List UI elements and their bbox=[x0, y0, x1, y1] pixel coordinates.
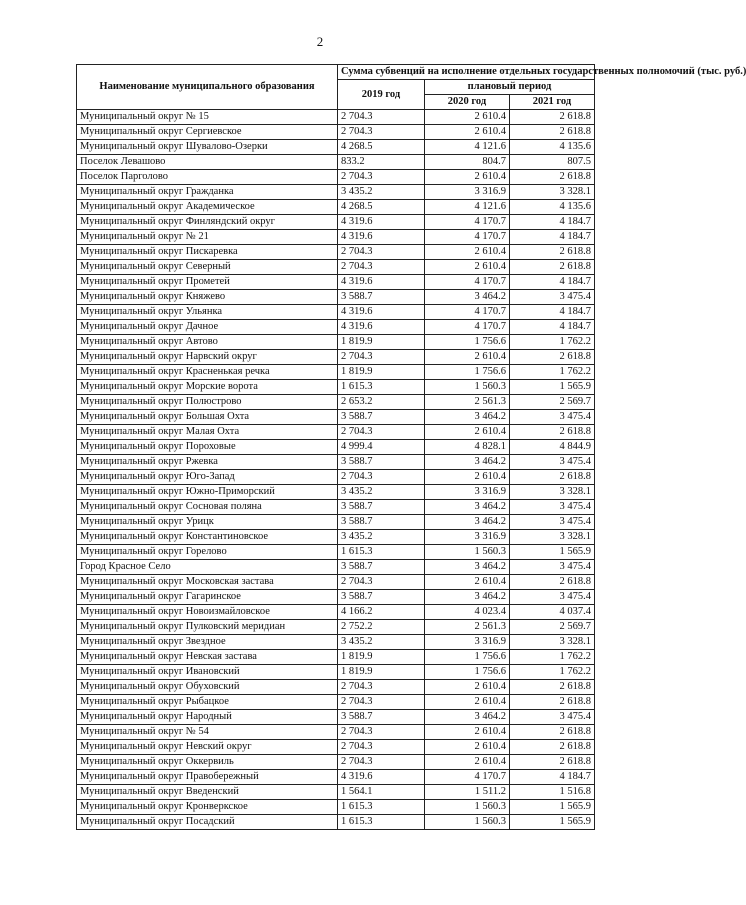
header-name-column: Наименование муниципального образования bbox=[77, 65, 338, 110]
value-2019-cell: 2 704.3 bbox=[338, 740, 425, 755]
value-2020-cell: 2 610.4 bbox=[425, 725, 510, 740]
table-row bbox=[77, 395, 595, 410]
value-2020-cell: 4 170.7 bbox=[425, 215, 510, 230]
municipality-name-cell: Муниципальный округ Гагаринское bbox=[77, 590, 338, 605]
value-2019-cell: 1 564.1 bbox=[338, 785, 425, 800]
value-2020-cell: 2 610.4 bbox=[425, 170, 510, 185]
value-2021-cell: 4 184.7 bbox=[510, 770, 595, 785]
value-2019-cell: 2 704.3 bbox=[338, 470, 425, 485]
value-2020-cell: 1 756.6 bbox=[425, 650, 510, 665]
value-2020-cell: 2 610.4 bbox=[425, 245, 510, 260]
table-row bbox=[77, 185, 595, 200]
table-row bbox=[77, 485, 595, 500]
value-2020-cell: 3 464.2 bbox=[425, 410, 510, 425]
value-2021-cell: 3 475.4 bbox=[510, 455, 595, 470]
municipality-name-cell: Муниципальный округ Оккервиль bbox=[77, 755, 338, 770]
municipality-name-cell: Муниципальный округ Малая Охта bbox=[77, 425, 338, 440]
municipality-name-cell: Муниципальный округ Пороховые bbox=[77, 440, 338, 455]
value-2020-cell: 3 464.2 bbox=[425, 500, 510, 515]
value-2019-cell: 3 435.2 bbox=[338, 485, 425, 500]
value-2020-cell: 2 610.4 bbox=[425, 350, 510, 365]
value-2019-cell: 2 704.3 bbox=[338, 125, 425, 140]
value-2020-cell: 2 610.4 bbox=[425, 695, 510, 710]
municipality-name-cell: Муниципальный округ Нарвский округ bbox=[77, 350, 338, 365]
value-2020-cell: 1 756.6 bbox=[425, 365, 510, 380]
municipality-name-cell: Муниципальный округ Ржевка bbox=[77, 455, 338, 470]
value-2019-cell: 3 588.7 bbox=[338, 500, 425, 515]
municipality-name-cell: Муниципальный округ Гражданка bbox=[77, 185, 338, 200]
table-row bbox=[77, 110, 595, 125]
value-2020-cell: 3 464.2 bbox=[425, 455, 510, 470]
table-row bbox=[77, 725, 595, 740]
value-2019-cell: 2 704.3 bbox=[338, 350, 425, 365]
value-2020-cell: 3 464.2 bbox=[425, 590, 510, 605]
value-2020-cell: 2 610.4 bbox=[425, 575, 510, 590]
table-header bbox=[77, 65, 746, 110]
value-2020-cell: 1 560.3 bbox=[425, 545, 510, 560]
table-row bbox=[77, 260, 595, 275]
table-row bbox=[77, 800, 595, 815]
value-2021-cell: 2 618.8 bbox=[510, 245, 595, 260]
value-2020-cell: 4 170.7 bbox=[425, 305, 510, 320]
municipality-name-cell: Муниципальный округ Сергиевское bbox=[77, 125, 338, 140]
value-2021-cell: 1 565.9 bbox=[510, 380, 595, 395]
value-2019-cell: 4 319.6 bbox=[338, 215, 425, 230]
municipality-name-cell: Муниципальный округ Московская застава bbox=[77, 575, 338, 590]
table-row bbox=[77, 455, 595, 470]
header-year-2021: 2021 год bbox=[510, 95, 595, 110]
value-2019-cell: 3 588.7 bbox=[338, 590, 425, 605]
value-2020-cell: 2 561.3 bbox=[425, 620, 510, 635]
municipality-name-cell: Муниципальный округ Невский округ bbox=[77, 740, 338, 755]
value-2020-cell: 2 610.4 bbox=[425, 110, 510, 125]
value-2021-cell: 2 618.8 bbox=[510, 170, 595, 185]
value-2020-cell: 4 170.7 bbox=[425, 275, 510, 290]
value-2019-cell: 2 653.2 bbox=[338, 395, 425, 410]
table-row bbox=[77, 125, 595, 140]
municipality-name-cell: Муниципальный округ Морские ворота bbox=[77, 380, 338, 395]
value-2021-cell: 3 328.1 bbox=[510, 485, 595, 500]
table-row bbox=[77, 140, 595, 155]
value-2019-cell: 2 704.3 bbox=[338, 680, 425, 695]
value-2020-cell: 3 464.2 bbox=[425, 560, 510, 575]
value-2019-cell: 3 435.2 bbox=[338, 635, 425, 650]
table-row bbox=[77, 365, 595, 380]
value-2021-cell: 4 135.6 bbox=[510, 140, 595, 155]
municipality-name-cell: Муниципальный округ Обуховский bbox=[77, 680, 338, 695]
value-2019-cell: 2 704.3 bbox=[338, 260, 425, 275]
value-2021-cell: 4 184.7 bbox=[510, 305, 595, 320]
value-2020-cell: 2 610.4 bbox=[425, 470, 510, 485]
table-row bbox=[77, 500, 595, 515]
table-row bbox=[77, 425, 595, 440]
value-2020-cell: 3 316.9 bbox=[425, 635, 510, 650]
table-body bbox=[77, 110, 595, 830]
table-row bbox=[77, 470, 595, 485]
value-2019-cell: 4 319.6 bbox=[338, 230, 425, 245]
municipality-name-cell: Муниципальный округ Прометей bbox=[77, 275, 338, 290]
value-2019-cell: 1 819.9 bbox=[338, 365, 425, 380]
value-2021-cell: 2 618.8 bbox=[510, 125, 595, 140]
municipality-name-cell: Город Красное Село bbox=[77, 560, 338, 575]
value-2020-cell: 3 464.2 bbox=[425, 515, 510, 530]
value-2019-cell: 1 615.3 bbox=[338, 545, 425, 560]
table-row bbox=[77, 230, 595, 245]
table-row bbox=[77, 755, 595, 770]
table-row bbox=[77, 530, 595, 545]
value-2020-cell: 4 121.6 bbox=[425, 200, 510, 215]
value-2021-cell: 2 618.8 bbox=[510, 755, 595, 770]
value-2021-cell: 1 762.2 bbox=[510, 365, 595, 380]
value-2021-cell: 3 328.1 bbox=[510, 530, 595, 545]
value-2019-cell: 833.2 bbox=[338, 155, 425, 170]
value-2019-cell: 2 704.3 bbox=[338, 245, 425, 260]
table-row bbox=[77, 680, 595, 695]
value-2021-cell: 4 184.7 bbox=[510, 230, 595, 245]
value-2019-cell: 3 435.2 bbox=[338, 185, 425, 200]
value-2021-cell: 1 516.8 bbox=[510, 785, 595, 800]
table-row bbox=[77, 290, 595, 305]
value-2019-cell: 2 704.3 bbox=[338, 575, 425, 590]
table-row bbox=[77, 305, 595, 320]
value-2021-cell: 2 569.7 bbox=[510, 620, 595, 635]
table-row bbox=[77, 440, 595, 455]
value-2019-cell: 2 704.3 bbox=[338, 170, 425, 185]
value-2021-cell: 3 328.1 bbox=[510, 635, 595, 650]
municipality-name-cell: Муниципальный округ Народный bbox=[77, 710, 338, 725]
value-2020-cell: 4 170.7 bbox=[425, 320, 510, 335]
value-2020-cell: 1 560.3 bbox=[425, 800, 510, 815]
value-2020-cell: 1 756.6 bbox=[425, 665, 510, 680]
value-2019-cell: 1 819.9 bbox=[338, 650, 425, 665]
page-number: 2 bbox=[316, 34, 324, 49]
table-row bbox=[77, 710, 595, 725]
value-2021-cell: 3 328.1 bbox=[510, 185, 595, 200]
value-2021-cell: 1 565.9 bbox=[510, 545, 595, 560]
value-2020-cell: 4 023.4 bbox=[425, 605, 510, 620]
municipality-name-cell: Муниципальный округ Дачное bbox=[77, 320, 338, 335]
value-2019-cell: 3 588.7 bbox=[338, 410, 425, 425]
value-2021-cell: 4 184.7 bbox=[510, 320, 595, 335]
value-2021-cell: 2 618.8 bbox=[510, 470, 595, 485]
value-2020-cell: 1 560.3 bbox=[425, 380, 510, 395]
value-2021-cell: 1 762.2 bbox=[510, 665, 595, 680]
municipality-name-cell: Муниципальный округ № 21 bbox=[77, 230, 338, 245]
value-2021-cell: 2 618.8 bbox=[510, 575, 595, 590]
value-2021-cell: 3 475.4 bbox=[510, 500, 595, 515]
table-row bbox=[77, 770, 595, 785]
table-row bbox=[77, 245, 595, 260]
subsidy-table bbox=[76, 64, 746, 830]
municipality-name-cell: Муниципальный округ № 54 bbox=[77, 725, 338, 740]
municipality-name-cell: Муниципальный округ Правобережный bbox=[77, 770, 338, 785]
municipality-name-cell: Муниципальный округ Горелово bbox=[77, 545, 338, 560]
municipality-name-cell: Муниципальный округ Урицк bbox=[77, 515, 338, 530]
value-2019-cell: 3 588.7 bbox=[338, 710, 425, 725]
value-2020-cell: 3 316.9 bbox=[425, 185, 510, 200]
value-2020-cell: 3 464.2 bbox=[425, 710, 510, 725]
value-2021-cell: 2 618.8 bbox=[510, 425, 595, 440]
value-2021-cell: 1 762.2 bbox=[510, 650, 595, 665]
value-2019-cell: 3 588.7 bbox=[338, 455, 425, 470]
table-row bbox=[77, 350, 595, 365]
table-row bbox=[77, 215, 595, 230]
table-row bbox=[77, 635, 595, 650]
table-row bbox=[77, 170, 595, 185]
value-2021-cell: 3 475.4 bbox=[510, 560, 595, 575]
value-2021-cell: 2 569.7 bbox=[510, 395, 595, 410]
table-row bbox=[77, 815, 595, 830]
value-2020-cell: 4 828.1 bbox=[425, 440, 510, 455]
value-2019-cell: 3 588.7 bbox=[338, 290, 425, 305]
municipality-name-cell: Муниципальный округ Невская застава bbox=[77, 650, 338, 665]
municipality-name-cell: Муниципальный округ Ивановский bbox=[77, 665, 338, 680]
value-2019-cell: 3 588.7 bbox=[338, 515, 425, 530]
value-2020-cell: 2 610.4 bbox=[425, 740, 510, 755]
value-2019-cell: 2 704.3 bbox=[338, 755, 425, 770]
value-2020-cell: 3 316.9 bbox=[425, 530, 510, 545]
value-2019-cell: 4 268.5 bbox=[338, 200, 425, 215]
value-2019-cell: 1 615.3 bbox=[338, 815, 425, 830]
value-2021-cell: 4 184.7 bbox=[510, 275, 595, 290]
table-row bbox=[77, 620, 595, 635]
header-planning-period: плановый период bbox=[425, 80, 595, 95]
municipality-name-cell: Муниципальный округ Юго-Запад bbox=[77, 470, 338, 485]
value-2021-cell: 2 618.8 bbox=[510, 260, 595, 275]
value-2019-cell: 1 819.9 bbox=[338, 665, 425, 680]
value-2021-cell: 3 475.4 bbox=[510, 290, 595, 305]
value-2019-cell: 2 704.3 bbox=[338, 695, 425, 710]
municipality-name-cell: Муниципальный округ Введенский bbox=[77, 785, 338, 800]
value-2019-cell: 4 999.4 bbox=[338, 440, 425, 455]
value-2021-cell: 4 037.4 bbox=[510, 605, 595, 620]
value-2021-cell: 2 618.8 bbox=[510, 725, 595, 740]
value-2019-cell: 1 615.3 bbox=[338, 800, 425, 815]
municipality-name-cell: Муниципальный округ № 15 bbox=[77, 110, 338, 125]
value-2021-cell: 807.5 bbox=[510, 155, 595, 170]
municipality-name-cell: Муниципальный округ Новоизмайловское bbox=[77, 605, 338, 620]
table-row bbox=[77, 575, 595, 590]
municipality-name-cell: Муниципальный округ Большая Охта bbox=[77, 410, 338, 425]
table-row bbox=[77, 410, 595, 425]
value-2020-cell: 804.7 bbox=[425, 155, 510, 170]
value-2020-cell: 2 610.4 bbox=[425, 125, 510, 140]
municipality-name-cell: Муниципальный округ Константиновское bbox=[77, 530, 338, 545]
value-2020-cell: 4 170.7 bbox=[425, 230, 510, 245]
value-2020-cell: 4 170.7 bbox=[425, 770, 510, 785]
table-row bbox=[77, 560, 595, 575]
table-row bbox=[77, 515, 595, 530]
table-row bbox=[77, 275, 595, 290]
header-year-2020: 2020 год bbox=[425, 95, 510, 110]
municipality-name-cell: Поселок Парголово bbox=[77, 170, 338, 185]
value-2019-cell: 2 704.3 bbox=[338, 110, 425, 125]
value-2021-cell: 3 475.4 bbox=[510, 410, 595, 425]
municipality-name-cell: Муниципальный округ Пулковский меридиан bbox=[77, 620, 338, 635]
value-2020-cell: 1 511.2 bbox=[425, 785, 510, 800]
value-2021-cell: 2 618.8 bbox=[510, 695, 595, 710]
municipality-name-cell: Муниципальный округ Ульянка bbox=[77, 305, 338, 320]
value-2021-cell: 1 565.9 bbox=[510, 815, 595, 830]
table-row bbox=[77, 545, 595, 560]
municipality-name-cell: Муниципальный округ Сосновая поляна bbox=[77, 500, 338, 515]
value-2019-cell: 2 704.3 bbox=[338, 725, 425, 740]
municipality-name-cell: Муниципальный округ Северный bbox=[77, 260, 338, 275]
table-row bbox=[77, 605, 595, 620]
table-row bbox=[77, 320, 595, 335]
municipality-name-cell: Муниципальный округ Полюстрово bbox=[77, 395, 338, 410]
municipality-name-cell: Муниципальный округ Красненькая речка bbox=[77, 365, 338, 380]
value-2021-cell: 4 184.7 bbox=[510, 215, 595, 230]
value-2021-cell: 1 565.9 bbox=[510, 800, 595, 815]
value-2020-cell: 2 561.3 bbox=[425, 395, 510, 410]
municipality-name-cell: Поселок Левашово bbox=[77, 155, 338, 170]
value-2021-cell: 3 475.4 bbox=[510, 515, 595, 530]
value-2020-cell: 1 560.3 bbox=[425, 815, 510, 830]
table-row bbox=[77, 380, 595, 395]
municipality-name-cell: Муниципальный округ Финляндский округ bbox=[77, 215, 338, 230]
municipality-name-cell: Муниципальный округ Посадский bbox=[77, 815, 338, 830]
value-2021-cell: 4 135.6 bbox=[510, 200, 595, 215]
table-row bbox=[77, 695, 595, 710]
municipality-name-cell: Муниципальный округ Пискаревка bbox=[77, 245, 338, 260]
table-row bbox=[77, 650, 595, 665]
value-2021-cell: 2 618.8 bbox=[510, 680, 595, 695]
table-row bbox=[77, 335, 595, 350]
municipality-name-cell: Муниципальный округ Кронверкское bbox=[77, 800, 338, 815]
value-2021-cell: 1 762.2 bbox=[510, 335, 595, 350]
value-2019-cell: 4 319.6 bbox=[338, 320, 425, 335]
value-2020-cell: 1 756.6 bbox=[425, 335, 510, 350]
municipality-name-cell: Муниципальный округ Рыбацкое bbox=[77, 695, 338, 710]
table-row bbox=[77, 155, 595, 170]
value-2021-cell: 4 844.9 bbox=[510, 440, 595, 455]
value-2019-cell: 3 435.2 bbox=[338, 530, 425, 545]
table-row bbox=[77, 590, 595, 605]
value-2021-cell: 2 618.8 bbox=[510, 740, 595, 755]
table-row bbox=[77, 200, 595, 215]
header-year-2019: 2019 год bbox=[338, 80, 425, 110]
municipality-name-cell: Муниципальный округ Академическое bbox=[77, 200, 338, 215]
value-2020-cell: 2 610.4 bbox=[425, 260, 510, 275]
value-2019-cell: 4 166.2 bbox=[338, 605, 425, 620]
table-row bbox=[77, 665, 595, 680]
value-2019-cell: 4 319.6 bbox=[338, 305, 425, 320]
value-2021-cell: 2 618.8 bbox=[510, 350, 595, 365]
value-2020-cell: 4 121.6 bbox=[425, 140, 510, 155]
municipality-name-cell: Муниципальный округ Южно-Приморский bbox=[77, 485, 338, 500]
value-2019-cell: 4 268.5 bbox=[338, 140, 425, 155]
value-2020-cell: 2 610.4 bbox=[425, 680, 510, 695]
municipality-name-cell: Муниципальный округ Княжево bbox=[77, 290, 338, 305]
value-2019-cell: 2 752.2 bbox=[338, 620, 425, 635]
value-2019-cell: 1 819.9 bbox=[338, 335, 425, 350]
table-row bbox=[77, 785, 595, 800]
value-2019-cell: 1 615.3 bbox=[338, 380, 425, 395]
value-2021-cell: 3 475.4 bbox=[510, 590, 595, 605]
municipality-name-cell: Муниципальный округ Шувалово-Озерки bbox=[77, 140, 338, 155]
value-2019-cell: 3 588.7 bbox=[338, 560, 425, 575]
value-2021-cell: 2 618.8 bbox=[510, 110, 595, 125]
municipality-name-cell: Муниципальный округ Автово bbox=[77, 335, 338, 350]
value-2019-cell: 4 319.6 bbox=[338, 275, 425, 290]
value-2020-cell: 2 610.4 bbox=[425, 425, 510, 440]
value-2020-cell: 3 464.2 bbox=[425, 290, 510, 305]
municipality-name-cell: Муниципальный округ Звездное bbox=[77, 635, 338, 650]
table-row bbox=[77, 740, 595, 755]
value-2020-cell: 2 610.4 bbox=[425, 755, 510, 770]
header-sum-title: Сумма субвенций на исполнение отдельных государственных полномочий (тыс. руб.) bbox=[338, 65, 595, 80]
value-2021-cell: 3 475.4 bbox=[510, 710, 595, 725]
value-2019-cell: 2 704.3 bbox=[338, 425, 425, 440]
value-2019-cell: 4 319.6 bbox=[338, 770, 425, 785]
value-2020-cell: 3 316.9 bbox=[425, 485, 510, 500]
